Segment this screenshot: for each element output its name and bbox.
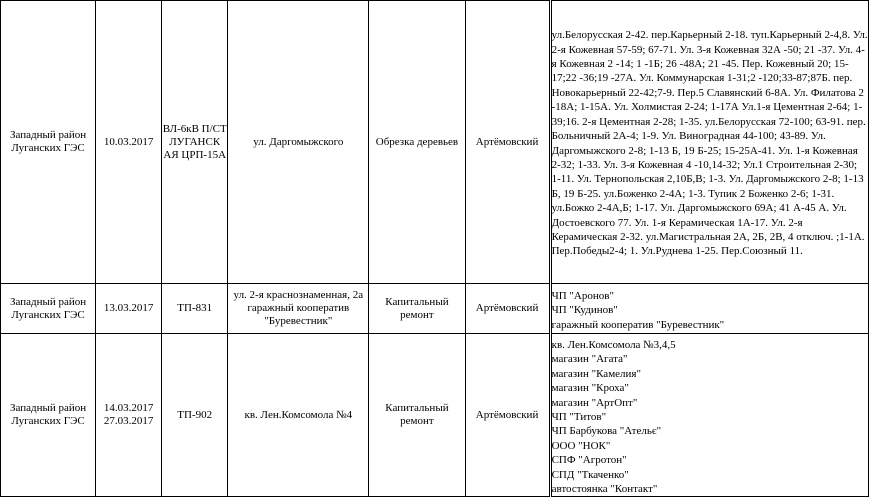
work-type-cell: Капитальный ремонт xyxy=(369,284,465,334)
addresses-text: ул.Белорусская 2-42. пер.Карьерный 2-18. туп.Карьерный 2-4,8. Ул. 2-я Кожевная 57-59; 67-71. Ул. 3-я Кожевная 32А -50; 21 -37. Ул. 4-я Кожевная 2 -14; 1 -1Б; 26 -48А; 21 -45. Пер. Кожевный 20; 15-17;22 -36;19 -27А. Ул. Коммунарская 1-31;2 -120;33-87;87Б. пер. Новокарьерный 22-42;7-9. Пер.5 Славянский 6-8А. Ул. Филатова 2 -18А; 1-15А. Ул. Холмистая 2-24; 1-17А Ул.1-я Цементная 2-64; 1-39;16. 2-я Цементная 2-28; 1-35. ул.Белорусская 72-100; 63-91. пер. Больничный 2А-4; 1-9. Ул. Виноградная 44-100; 43-89. Ул. Даргомыжского 2-8; 1-13 Б, 19 Б-25; 15-25А-41. Ул. 1-я Кожевная 2-32; 1-33. Ул. 3-я Кожевная 4 -10,14-32; Ул.1 Строительная 2-30; 1-11. Ул. Тернопольская 2,10Б,В; 1-3. Ул. Даргомыжского 2-8; 1-13 Б, 19 Б-25. ул.Боженко 2-4А; 1-3. Тупик 2 Боженко 2-6; 1-31. ул.Божко 2-4А,Б; 1-17. Ул. Даргомыжского 69А; 41 А-45 А. Ул. Достоевского 77. Ул. 1-я Керамическая 1А-17. Ул. 2-я Керамическая 2-32. ул.Магистральная 2А, 2Б, 2В, 4 отключ. ;1-1А. Пер.Победы2-4; 1. Ул.Руднева 1-25. Пер.Союзный 11. xyxy=(551,29,868,258)
work-type-cell: Капитальный ремонт xyxy=(369,334,465,497)
area-cell: Артёмовский xyxy=(465,334,550,497)
date-cell: 10.03.2017 xyxy=(96,1,162,284)
address-line: СПД "Ткаченко" xyxy=(551,468,629,481)
address-line: ЧП Барбукова "Ательє" xyxy=(551,425,662,438)
object-cell: ТП-902 xyxy=(162,334,228,497)
table-row xyxy=(1,284,869,334)
work-type-cell: Обрезка деревьев xyxy=(369,1,465,284)
date-cell: 14.03.2017 27.03.2017 xyxy=(96,334,162,497)
address-line: ЧП "Кудинов" xyxy=(551,304,618,317)
district-cell: Западный район Луганских ГЭС xyxy=(1,284,96,334)
address-line: магазин "Агата" xyxy=(551,353,628,366)
address-line: гаражный кооператив "Буревестник" xyxy=(551,318,725,331)
address-line: ЧП "Титов" xyxy=(551,411,607,424)
street-cell: ул. 2-я краснознаменная, 2а гаражный кооператив "Буревестник" xyxy=(228,284,369,334)
street-cell: ул. Даргомыжского xyxy=(228,1,369,284)
date-cell: 13.03.2017 xyxy=(96,284,162,334)
area-cell: Артёмовский xyxy=(465,1,550,284)
addresses-cell xyxy=(550,1,868,284)
address-line: магазин "АртОпт" xyxy=(551,396,638,409)
district-cell: Западный район Луганских ГЭС xyxy=(1,334,96,497)
addresses-cell xyxy=(550,334,868,497)
street-cell: кв. Лен.Комсомола №4 xyxy=(228,334,369,497)
object-cell: ТП-831 xyxy=(162,284,228,334)
address-line: кв. Лен.Комсомола №3,4,5 xyxy=(551,339,676,351)
address-line: автостоянка "Контакт" xyxy=(551,483,658,496)
address-line: магазин "Кроха" xyxy=(551,382,629,395)
district-cell: Западный район Луганских ГЭС xyxy=(1,1,96,284)
table-row xyxy=(1,334,869,497)
object-cell: ВЛ-6кВ П/СТ ЛУГАНСК АЯ ЦРП-15А xyxy=(162,1,228,284)
address-line: СПФ "Агротон" xyxy=(551,454,627,467)
area-cell: Артёмовский xyxy=(465,284,550,334)
address-line: ЧП "Аронов" xyxy=(551,289,614,302)
address-line: ООО "НОК" xyxy=(551,439,611,452)
address-line: магазин "Камелия" xyxy=(551,367,641,380)
table-row xyxy=(1,1,869,284)
addresses-cell xyxy=(550,284,868,334)
